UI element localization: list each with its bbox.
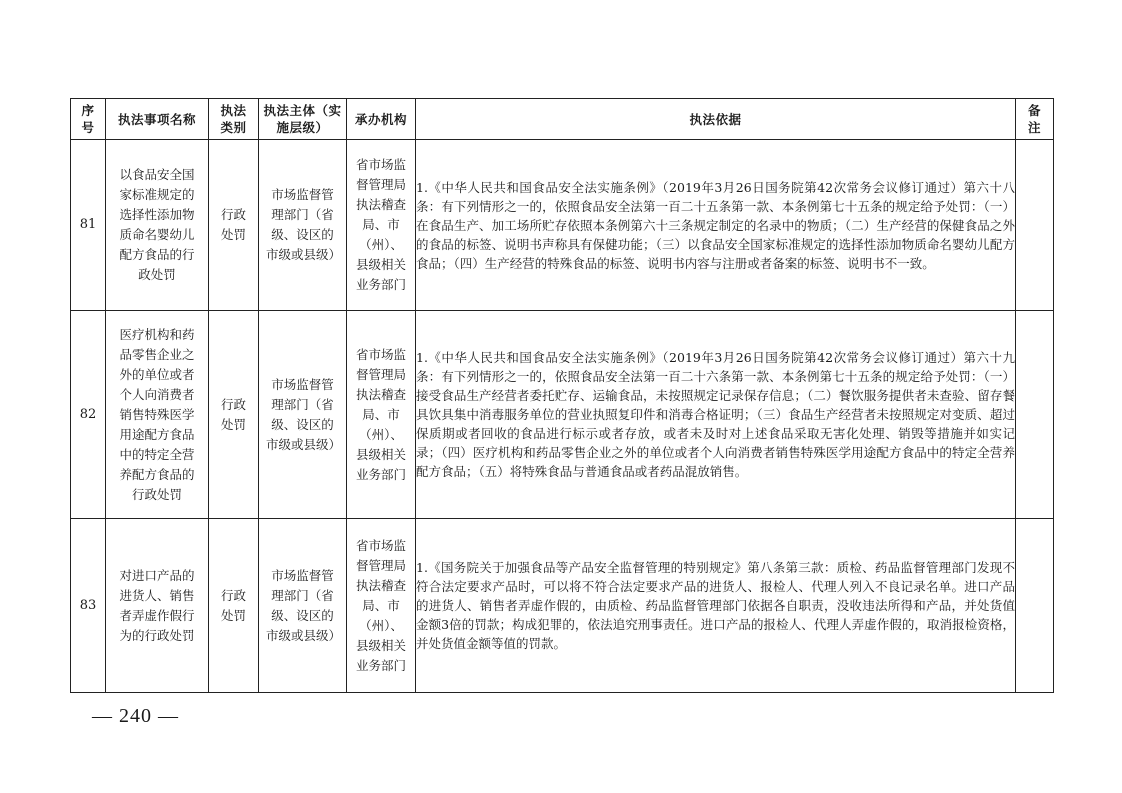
row-name-text: 医疗机构和药品零售企业之外的单位或者个人向消费者销售特殊医学用途配方食品中的特定全营养配方食品的行政处罚 [119,326,195,502]
row-subject [259,140,347,311]
row-subject-text: 市场监督管理部门（省级、设区的市级或县级） [266,567,342,643]
row-subject [259,519,347,693]
row-category-text: 行政处罚 [220,587,246,623]
row-agency [347,311,416,519]
row-subject [259,311,347,519]
row-seq: 82 [71,311,106,519]
table-row [71,519,1054,693]
header-category: 执法类别 [209,99,259,140]
row-category [209,140,259,311]
enforcement-table [70,98,1054,693]
header-seq: 序号 [71,99,106,140]
row-subject-text: 市场监督管理部门（省级、设区的市级或县级） [266,187,342,262]
row-agency [347,140,416,311]
header-remark: 备注 [1016,99,1054,140]
row-agency-text: 省市场监督管理局执法稽查局、市（州）、县级相关业务部门 [355,346,406,482]
table-row [71,311,1054,519]
row-seq: 81 [71,140,106,311]
row-basis: 1.《中华人民共和国食品安全法实施条例》（2019年3月26日国务院第42次常务会议修订通过）第六十八条：有下列情形之一的，依照食品安全法第一百二十五条第一款、本条例第七十五条的规定给予处罚：（一）在食品生产、加工场所贮存依照本条例第六十三条规定制定的名录中的物质；（二）生产经营的保健食品之外的食品的标签、说明书声称具有保健功能；（三）以食品安全国家标准规定的选择性添加物质命名婴幼儿配方食品；（四）生产经营的特殊食品的标签、说明书内容与注册或者备案的标签、说明书不一致。 [416,140,1016,311]
row-basis: 1.《国务院关于加强食品等产品安全监督管理的特别规定》第八条第三款：质检、药品监督管理部门发现不符合法定要求产品时，可以将不符合法定要求产品的进货人、报检人、代理人列入不良记录名单。进口产品的进货人、销售者弄虚作假的，由质检、药品监督管理部门依据各自职责，没收违法所得和产品，并处货值金额3倍的罚款；构成犯罪的，依法追究刑事责任。进口产品的报检人、代理人弄虚作假的，取消报检资格，并处货值金额等值的罚款。 [416,519,1016,693]
row-category-text: 行政处罚 [220,207,246,242]
row-basis: 1.《中华人民共和国食品安全法实施条例》（2019年3月26日国务院第42次常务会议修订通过）第六十九条：有下列情形之一的，依照食品安全法第一百二十六条第一款、本条例第七十五条的规定给予处罚：（一）接受食品生产经营者委托贮存、运输食品，未按照规定记录保存信息；（二）餐饮服务提供者未查验、留存餐具饮具集中消毒服务单位的营业执照复印件和消毒合格证明；（三）食品生产经营者未按照规定对变质、超过保质期或者回收的食品进行标示或者存放，或者未及时对上述食品采取无害化处理、销毁等措施并如实记录；（四）医疗机构和药品零售企业之外的单位或者个人向消费者销售特殊医学用途配方食品中的特定全营养配方食品；（五）将特殊食品与普通食品或者药品混放销售。 [416,311,1016,519]
row-name [106,311,209,519]
row-agency-text: 省市场监督管理局执法稽查局、市（州）、县级相关业务部门 [355,537,406,673]
row-name-text: 以食品安全国家标准规定的选择性添加物质命名婴幼儿配方食品的行政处罚 [119,167,195,282]
row-agency-text: 省市场监督管理局执法稽查局、市（州）、县级相关业务部门 [355,157,406,292]
header-name: 执法事项名称 [106,99,209,140]
row-remark [1016,311,1054,519]
row-category-text: 行政处罚 [220,396,246,432]
row-remark [1016,519,1054,693]
row-name-text: 对进口产品的进货人、销售者弄虚作假行为的行政处罚 [119,567,195,643]
row-name [106,140,209,311]
table-header-row [71,99,1054,140]
table-row [71,140,1054,311]
row-remark [1016,140,1054,311]
row-category [209,311,259,519]
header-subject: 执法主体（实施层级） [259,99,347,140]
row-category [209,519,259,693]
row-seq: 83 [71,519,106,693]
row-name [106,519,209,693]
row-agency [347,519,416,693]
header-agency: 承办机构 [347,99,416,140]
page-number: — 240 — [92,705,179,727]
row-subject-text: 市场监督管理部门（省级、设区的市级或县级） [266,376,342,452]
header-basis: 执法依据 [416,99,1016,140]
